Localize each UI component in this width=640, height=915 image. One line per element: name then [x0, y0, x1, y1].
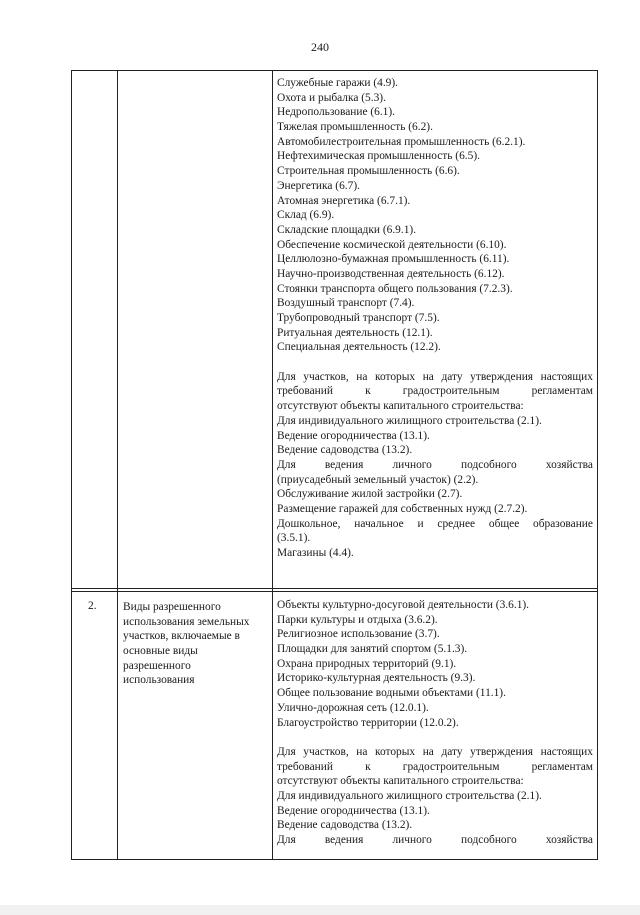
scan-bottom-edge: [0, 905, 640, 915]
row2-use-5: Охрана природных территорий (9.1).: [277, 657, 457, 670]
row1-use-9: Атомная энергетика (6.7.1).: [277, 194, 411, 207]
row1-cond-use-h: Магазины (4.4).: [277, 547, 354, 559]
row1-uses-cell: [277, 76, 593, 561]
row1-use-4: Тяжелая промышленность (6.2).: [277, 121, 433, 134]
row2-conditional-intro-line2: требований к градостроительным регламентам: [277, 760, 593, 773]
row1-cond-use-c: Ведение садоводства (13.2).: [277, 444, 413, 457]
row2-conditional-intro-line1: Для участков, на которых на дату утверждения настоящих: [277, 745, 593, 758]
row1-use-3: Недропользование (6.1).: [277, 106, 396, 119]
row2-number: 2.: [88, 600, 97, 612]
table-row-divider: [71, 588, 598, 589]
row1-use-17: Трубопроводный транспорт (7.5).: [277, 312, 440, 324]
row2-use-1: Объекты культурно-досуговой деятельности (3.6.1).: [277, 599, 530, 611]
row1-conditional-intro-line1: Для участков, на которых на дату утверждения настоящих: [277, 370, 593, 383]
row1-use-19: Специальная деятельность (12.2).: [277, 341, 441, 354]
row2-use-2: Парки культуры и отдыха (3.6.2).: [277, 613, 438, 626]
row2-use-6: Историко-культурная деятельность (9.3).: [277, 672, 476, 685]
row1-cond-use-g-cont: (3.5.1).: [277, 532, 311, 545]
row2-cond-use-a: Для индивидуального жилищного строительства (2.1).: [277, 789, 542, 802]
row1-use-7: Строительная промышленность (6.6).: [277, 165, 460, 178]
table-border-bottom: [71, 859, 598, 860]
page-number: 240: [311, 40, 329, 54]
row2-use-7: Общее пользование водными объектами (11.1).: [277, 687, 506, 700]
row1-use-14: Научно-производственная деятельность (6.12).: [277, 267, 505, 280]
row2-name: Виды разрешенного использования земельных участков, включаемые в основные виды разрешенного использования: [123, 601, 250, 687]
row2-conditional-intro-line3: отсутствуют объекты капитального строительства:: [277, 775, 524, 788]
row1-use-5: Автомобилестроительная промышленность (6.2.1).: [277, 135, 526, 148]
table-border-left: [71, 70, 72, 860]
row1-conditional-intro-line3: отсутствуют объекты капитального строительства:: [277, 400, 524, 413]
row1-use-11: Складские площадки (6.9.1).: [277, 223, 417, 236]
row2-cond-use-b: Ведение огородничества (13.1).: [277, 804, 430, 817]
row1-use-10: Склад (6.9).: [277, 209, 335, 222]
row1-cond-use-g: Дошкольное, начальное и среднее общее образование: [277, 517, 593, 530]
row2-cond-use-c: Ведение садоводства (13.2).: [277, 819, 413, 832]
row2-uses-cell: [277, 598, 593, 848]
row1-conditional-intro-line2: требований к градостроительным регламентам: [277, 385, 593, 398]
row2-cond-use-d: Для ведения личного подсобного хозяйства: [277, 834, 593, 846]
row1-use-15: Стоянки транспорта общего пользования (7.2.3).: [277, 282, 513, 295]
table-border-right: [597, 70, 598, 860]
table-divider-col2: [272, 70, 273, 860]
row1-use-13: Целлюлозно-бумажная промышленность (6.11).: [277, 253, 510, 266]
row1-cond-use-d-cont: (приусадебный земельный участок) (2.2).: [277, 473, 479, 486]
row1-use-1: Служебные гаражи (4.9).: [277, 77, 399, 89]
row1-cond-use-d: Для ведения личного подсобного хозяйства: [277, 458, 593, 471]
row1-use-16: Воздушный транспорт (7.4).: [277, 297, 415, 310]
row2-use-4: Площадки для занятий спортом (5.1.3).: [277, 643, 468, 656]
row1-cond-use-e: Обслуживание жилой застройки (2.7).: [277, 488, 463, 501]
row2-use-3: Религиозное использование (3.7).: [277, 628, 440, 641]
table-border-top: [71, 70, 598, 71]
table-row-divider-2: [71, 591, 598, 592]
table-divider-col1: [117, 70, 118, 860]
row2-use-9: Благоустройство территории (12.0.2).: [277, 716, 459, 729]
row1-use-2: Охота и рыбалка (5.3).: [277, 91, 386, 104]
row1-use-6: Нефтехимическая промышленность (6.5).: [277, 150, 480, 163]
row1-cond-use-a: Для индивидуального жилищного строительства (2.1).: [277, 414, 542, 427]
row2-use-8: Улично-дорожная сеть (12.0.1).: [277, 701, 429, 714]
row1-cond-use-f: Размещение гаражей для собственных нужд (2.7.2).: [277, 502, 528, 515]
row1-use-12: Обеспечение космической деятельности (6.10).: [277, 238, 507, 251]
row1-cond-use-b: Ведение огородничества (13.1).: [277, 429, 430, 442]
row1-use-18: Ритуальная деятельность (12.1).: [277, 326, 433, 339]
row1-use-8: Энергетика (6.7).: [277, 179, 360, 192]
